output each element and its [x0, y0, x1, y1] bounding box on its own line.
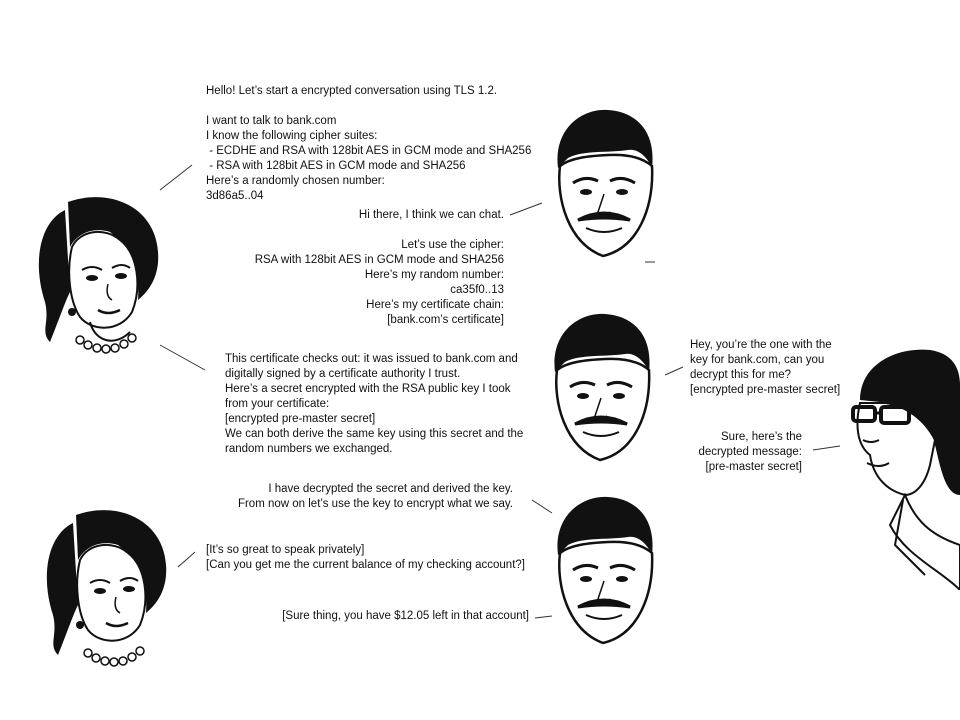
message-line: Here’s my certificate chain:	[366, 299, 504, 311]
message-line	[255, 223, 504, 238]
message-line: decrypted message:	[698, 446, 802, 458]
message-line: [encrypted pre-master secret]	[225, 413, 376, 425]
message-line: Let’s use the cipher:	[401, 239, 504, 251]
message-line: - ECDHE and RSA with 128bit AES in GCM mode and SHA256	[206, 145, 532, 157]
connector-line	[510, 203, 542, 215]
message-line: Hi there, I think we can chat.	[358, 209, 504, 221]
message-line: [It’s so great to speak privately]	[206, 544, 365, 556]
message-line: [pre-master secret]	[705, 461, 802, 473]
message-line: Here’s a randomly chosen number:	[206, 175, 385, 187]
message-line: key for bank.com, can you	[690, 354, 825, 366]
man-face-icon	[548, 495, 660, 650]
connector-line	[178, 552, 195, 567]
server-to-keyholder-message	[690, 338, 840, 398]
message-line: digitally signed by a certificate authority I trust.	[225, 368, 461, 380]
message-line: Sure, here’s the	[721, 431, 802, 443]
client-hello-message	[206, 84, 531, 204]
message-line: I have decrypted the secret and derived the key.	[268, 483, 513, 495]
message-line: Here’s my random number:	[364, 269, 504, 281]
message-line	[206, 99, 531, 114]
man-face-icon	[545, 312, 657, 467]
keyholder-face-icon	[845, 345, 960, 590]
message-line: random numbers we exchanged.	[225, 443, 393, 455]
message-line: [Sure thing, you have $12.05 left in that account]	[282, 610, 529, 622]
message-line: - RSA with 128bit AES in GCM mode and SHA256	[206, 160, 466, 172]
message-line: [encrypted pre-master secret]	[690, 384, 841, 396]
message-line: RSA with 128bit AES in GCM mode and SHA256	[254, 254, 504, 266]
keyholder-reply-message	[698, 430, 802, 475]
message-line: decrypt this for me?	[690, 369, 791, 381]
client-key-exchange-message	[225, 352, 523, 457]
woman-face-icon	[20, 192, 170, 357]
client-app-data-message	[206, 543, 525, 573]
message-line: This certificate checks out: it was issued to bank.com and	[225, 353, 518, 365]
message-line: [Can you get me the current balance of my checking account?]	[206, 559, 525, 571]
message-line: I know the following cipher suites:	[206, 130, 378, 142]
server-app-data-message	[282, 609, 529, 624]
message-line: I want to talk to bank.com	[206, 115, 337, 127]
message-line: ca35f0..13	[450, 284, 504, 296]
message-line: [bank.com’s certificate]	[387, 314, 504, 326]
message-line: 3d86a5..04	[206, 190, 264, 202]
message-line: Hey, you’re the one with the	[690, 339, 832, 351]
server-hello-message	[255, 208, 504, 328]
message-line: From now on let’s use the key to encrypt what we say.	[237, 498, 513, 510]
message-line: Here’s a secret encrypted with the RSA public key I took	[225, 383, 511, 395]
message-line: Hello! Let’s start a encrypted conversation using TLS 1.2.	[206, 85, 498, 97]
message-line: from your certificate:	[225, 398, 330, 410]
connector-line	[160, 165, 192, 190]
man-face-icon	[548, 108, 660, 263]
connector-line	[813, 446, 840, 450]
connector-line	[665, 367, 683, 375]
server-finished-message	[238, 482, 513, 512]
message-line: We can both derive the same key using this secret and the	[225, 428, 524, 440]
woman-face-icon	[28, 505, 178, 670]
